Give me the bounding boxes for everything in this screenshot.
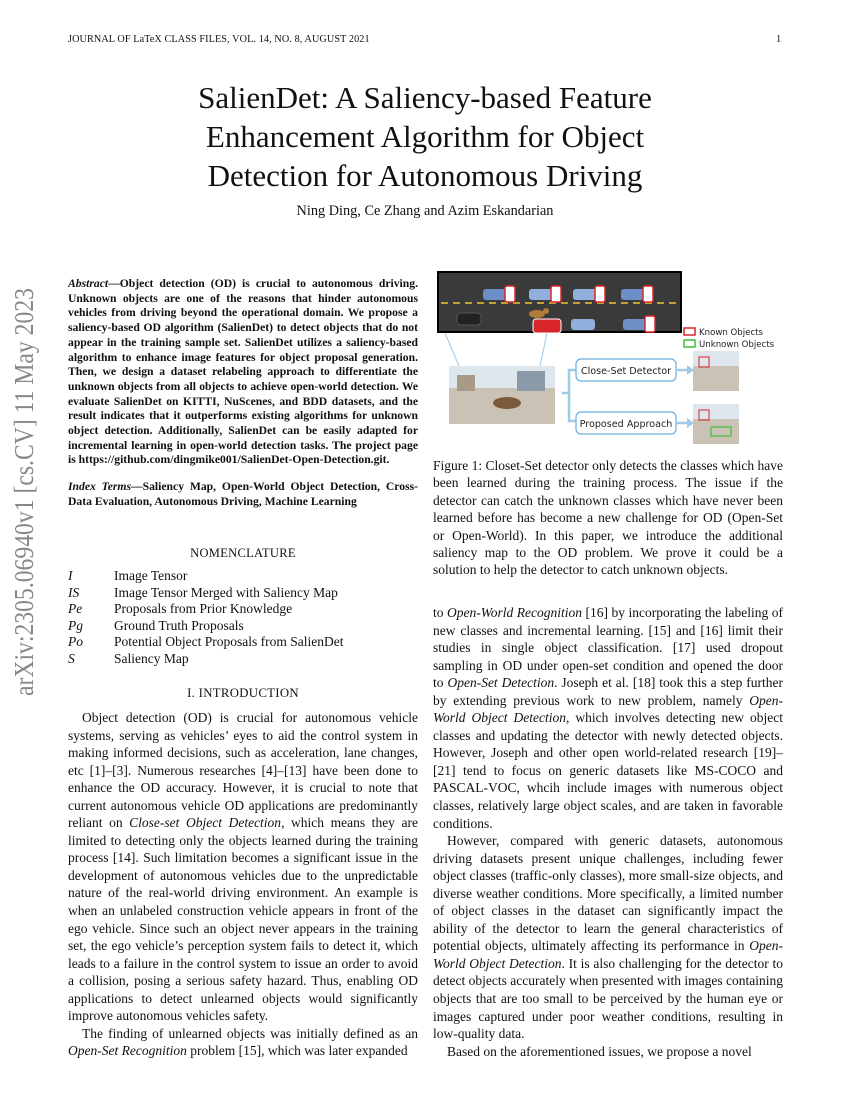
- text-run: , which involves detecting new object classes and updating the detector with newly detected objects. However, Joseph and other open world-related research [19]–[21] tend to focus on generic datasets like MS-COCO and PASCAL-VOC, whcih include images with numerous object classes, relatively large object scales, and are taken in favorable conditions.: [433, 710, 783, 831]
- nom-symbol: Pe: [68, 601, 83, 617]
- text-run: However, compared with generic datasets, autonomous driving datasets present unique challenges, including fewer object classes (traffic-only classes), more small-size objects, and diverse weather conditions. More specifically, a limited number of object classes in the dataset can significantly impact the ability of the detector to learn the general characteristics of potential objects, ultimately affecting its performance in: [433, 833, 783, 954]
- nom-symbol: S: [68, 650, 75, 666]
- right-paragraph-3: Based on the aforementioned issues, we propose a novel: [447, 1043, 752, 1059]
- nomenclature-row: [68, 601, 418, 618]
- nom-desc: Ground Truth Proposals: [114, 617, 244, 633]
- arxiv-stamp-text: arXiv:2305.06940v1 [cs.CV] 11 May 2023: [9, 286, 39, 696]
- text-run: problem [15], which was later expanded: [186, 1043, 408, 1059]
- emphasis: Open-Set Recognition: [68, 1043, 187, 1059]
- nom-symbol: Pg: [68, 617, 83, 633]
- abstract: [68, 277, 418, 468]
- proposed-approach-label: Proposed Approach: [579, 419, 673, 430]
- intro-left-column: [68, 709, 418, 1060]
- index-terms-text: —Saliency Map, Open-World Object Detection, Cross-Data Evaluation, Autonomous Driving, Machine Learning: [68, 480, 419, 508]
- red-car-icon: [533, 319, 561, 333]
- text-run: . Joseph et al. [18] took this a step further by extending previous work to new problem, namely: [433, 675, 783, 708]
- emphasis: Close-set Object Detection: [129, 815, 282, 831]
- arrow-right: [687, 365, 694, 375]
- emphasis: Open-World Recognition: [447, 605, 583, 620]
- arrow-right: [687, 418, 694, 428]
- nomenclature-row: [68, 585, 418, 602]
- nomenclature-row: [68, 568, 418, 585]
- arrow-to-closed: [562, 370, 577, 393]
- authors: Ning Ding, Ce Zhang and Azim Eskandarian: [296, 203, 554, 219]
- text-run: [16] by incorporating the labeling of new classes and incremental learning. [15] and [16] limit their studies in single object classification. [17] used dropout sampling in OD under open-set condition and opened the door to: [433, 605, 783, 691]
- index-terms: [68, 480, 418, 509]
- nomenclature-list: [68, 568, 418, 668]
- ego-car-icon: [457, 313, 481, 325]
- nomenclature-row: [68, 634, 418, 651]
- car-icon: [571, 319, 595, 330]
- legend-unknown-label: Unknown Objects: [699, 340, 775, 350]
- figure-1-caption: Figure 1: Closet-Set detector only detects the classes which have been learned during the training process. The issue if the detector can catch the unknown classes which have never been learned before has become a new challenge for OD (Open-Set or Open-World). In this paper, we introduce the additional saliency map to the OD problem. We prove it could be a solution to help the detector to catch unknown objects.: [433, 458, 783, 578]
- right-paragraph-2: [433, 832, 783, 1043]
- text-run: , which means they are limited to detecting only the objects learned during the training process [14]. Such limitation becomes a significant issue in the development of autonomous vehicles due to the unpredictable nature of the real-world driving environment. An example is when an unlabeled construction vehicle appears in front of the ego vehicle. Since such an object never appears in the training set, the ego vehicle’s perception system fails to detect it, which leads to a failure in the control system to issue an order to avoid a collision, posing a serious safety hazard. Thus, enabling OD applications to detect unlearned objects would significantly improve autonomous vehicles safety.: [68, 815, 418, 1024]
- emphasis: Open-World Object Detection: [433, 938, 783, 971]
- text-run: . It is also challenging for the detector to detect objects accurately when presented with images containing objects that are too small to be perceived by the human eye or images captured under poor weather conditions, resulting in low-quality data.: [433, 955, 783, 1042]
- text-run: Object detection (OD) is crucial for autonomous vehicle systems, serving as vehicles’ eyes to aid the control system in making informed decisions, such as acceleration, lane changes, etc [1]–[3]. Numerous researches [4]–[13] have been done to enhance the OD accuracy. However, it is crucial to note that current autonomous vehicle OD applications are predominantly reliant on: [68, 710, 418, 831]
- legend-unknown-swatch: [684, 340, 695, 347]
- nom-desc: Saliency Map: [114, 650, 189, 666]
- legend-known-label: Known Objects: [699, 328, 764, 338]
- abstract-text: —Object detection (OD) is crucial to autonomous driving. Unknown objects are one of the reasons that hinder autonomous vehicles from driving beyond the operational domain. We propose a saliency-based OD algorithm (SalienDet) to detect objects that do not appear in the training sample set. SalienDet utilizes a saliency-based algorithm to enhance image features for object proposal generation. Then, we design a dataset relabeling approach to differentiate the unknown objects from all objects to achieve open-world detection. We evaluate SalienDet on KITTI, NuScenes, and BDD datasets, and the result indicates that it outperforms existing algorithms for unknown object detection. Additionally, SalienDet can be easily adapted for incremental learning in open-world detection tasks. The project page is https://github.com/dingmike001/SalienDet-Open-Detection.git.: [68, 277, 418, 467]
- emphasis: Open-World Object Detection: [433, 692, 783, 726]
- section-title-introduction: I. INTRODUCTION: [187, 686, 299, 700]
- arxiv-stamp: [9, 286, 39, 696]
- nom-desc: Potential Object Proposals from SalienDet: [114, 634, 344, 650]
- text-run: to: [433, 605, 448, 620]
- text-run: The finding of unlearned objects was initially defined as an: [82, 1025, 418, 1041]
- intro-right-column: [433, 604, 783, 1060]
- index-terms-label: Index Terms: [68, 480, 131, 493]
- close-set-detector-label: Close-Set Detector: [580, 366, 672, 377]
- emphasis: Open-Set Detection: [447, 675, 555, 691]
- right-paragraph-1: [433, 604, 783, 832]
- intro-paragraph-1: [68, 709, 418, 1025]
- dog-icon: [493, 397, 521, 409]
- nomenclature-title: NOMENCLATURE: [190, 546, 296, 560]
- nomenclature-row: [68, 618, 418, 635]
- figure-1-graphic: [437, 271, 785, 446]
- nom-symbol: Po: [68, 634, 83, 650]
- nom-symbol: IS: [68, 584, 80, 600]
- page-number: 1: [776, 34, 782, 45]
- abstract-label: Abstract: [68, 277, 109, 290]
- nom-desc: Proposals from Prior Knowledge: [114, 601, 293, 617]
- zoom-line: [445, 333, 459, 366]
- running-header: JOURNAL OF LaTeX CLASS FILES, VOL. 14, NO. 8, AUGUST 2021: [68, 34, 370, 45]
- nom-symbol: I: [68, 568, 73, 583]
- paper-title: SalienDet: A Saliency-based Feature Enhancement Algorithm for Object Detection for Autonomous Driving: [198, 80, 652, 193]
- zoom-line: [540, 333, 547, 366]
- nomenclature-row: [68, 651, 418, 668]
- legend-known-swatch: [684, 328, 695, 335]
- intro-paragraph-2: [68, 1025, 418, 1060]
- figure-1: [437, 271, 785, 446]
- nom-desc: Image Tensor: [114, 568, 188, 583]
- nom-desc: Image Tensor Merged with Saliency Map: [114, 584, 338, 600]
